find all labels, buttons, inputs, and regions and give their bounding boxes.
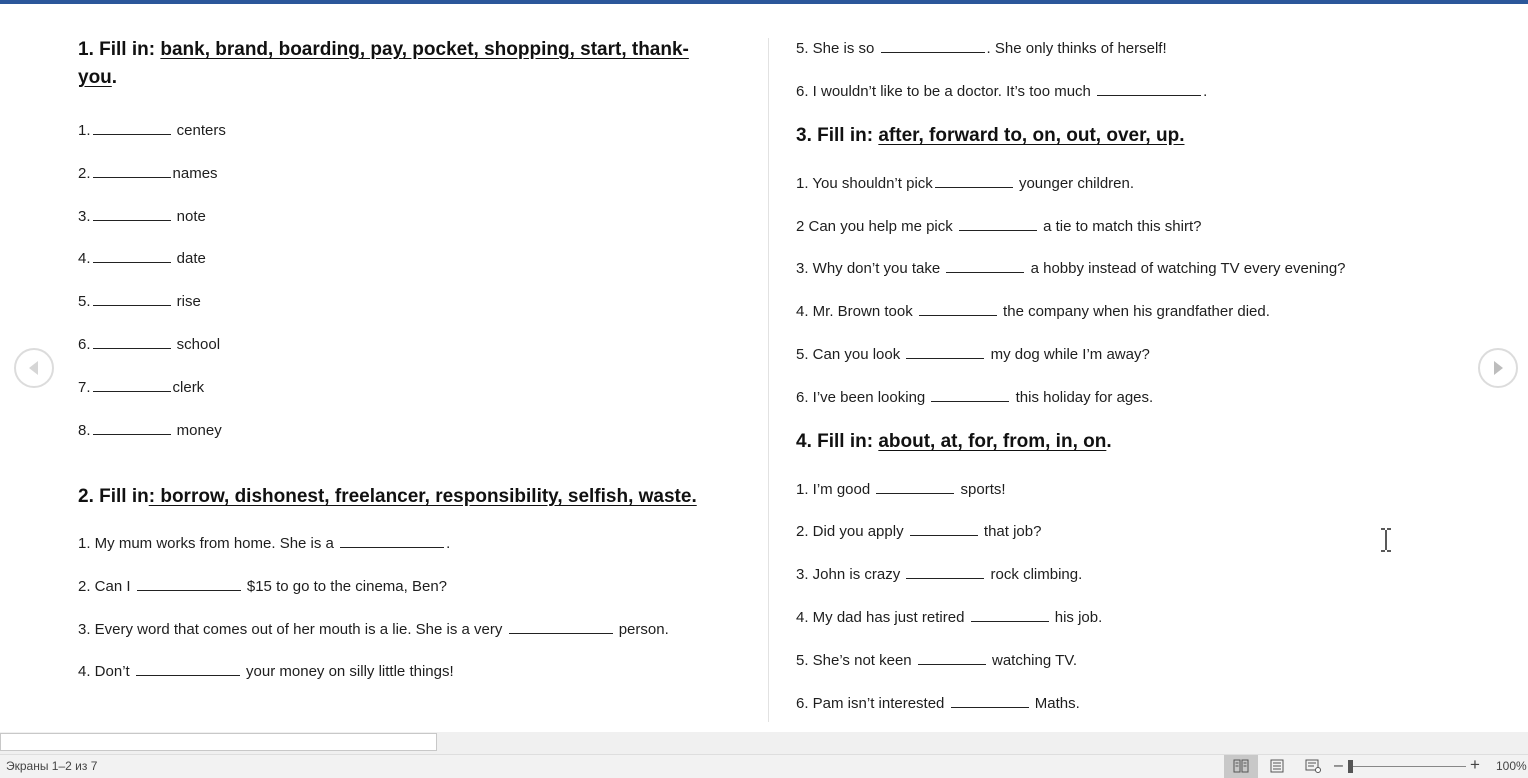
zoom-out-button[interactable]: –	[1334, 757, 1343, 774]
zoom-level[interactable]: 100%	[1496, 759, 1527, 773]
column-divider	[768, 38, 769, 722]
list-item: 6. I’ve been looking this holiday for ages.	[796, 389, 1154, 406]
answer-blank[interactable]	[971, 607, 1049, 622]
previous-screen-button[interactable]	[14, 348, 54, 388]
document-page	[0, 4, 1528, 732]
answer-blank[interactable]	[1097, 81, 1201, 96]
answer-blank[interactable]	[93, 291, 171, 306]
answer-blank[interactable]	[919, 301, 997, 316]
answer-blank[interactable]	[93, 206, 171, 221]
web-layout-button[interactable]	[1296, 755, 1330, 778]
list-item: 5. Can you look my dog while I’m away?	[796, 346, 1150, 363]
answer-blank[interactable]	[136, 661, 240, 676]
web-layout-icon	[1305, 759, 1321, 773]
list-item: 2. names	[78, 165, 218, 182]
section3-heading: 3. Fill in: after, forward to, on, out, over, up.	[796, 125, 1185, 146]
status-bar	[0, 732, 1528, 777]
page-count-indicator: Экраны 1–2 из 7	[6, 759, 98, 773]
status-line	[0, 754, 1528, 778]
list-item: 6. I wouldn’t like to be a doctor. It’s too much .	[796, 83, 1208, 100]
list-item: 4. Mr. Brown took the company when his grandfather died.	[796, 303, 1270, 320]
answer-blank[interactable]	[93, 248, 171, 263]
answer-blank[interactable]	[93, 377, 171, 392]
list-item: 4. Don’t your money on silly little things!	[78, 663, 454, 680]
list-item: 6. Pam isn’t interested Maths.	[796, 695, 1080, 712]
list-item: 3. Why don’t you take a hobby instead of watching TV every evening?	[796, 260, 1346, 277]
list-item: 1. My mum works from home. She is a .	[78, 535, 451, 552]
answer-blank[interactable]	[910, 521, 978, 536]
list-item: 5. She is so . She only thinks of herself!	[796, 40, 1167, 57]
text-cursor-icon	[1378, 528, 1394, 552]
section2-heading: 2. Fill in: borrow, dishonest, freelancer, responsibility, selfish, waste.	[78, 486, 697, 507]
answer-blank[interactable]	[876, 479, 954, 494]
list-item: 6. school	[78, 336, 221, 353]
answer-blank[interactable]	[137, 576, 241, 591]
section4-heading: 4. Fill in: about, at, for, from, in, on.	[796, 431, 1112, 452]
list-item: 1. centers	[78, 122, 226, 139]
list-item: 1. I’m good sports!	[796, 481, 1006, 498]
answer-blank[interactable]	[881, 38, 985, 53]
answer-blank[interactable]	[906, 344, 984, 359]
page-layout-icon	[1269, 759, 1285, 773]
zoom-slider[interactable]	[1348, 766, 1466, 767]
list-item: 5. rise	[78, 293, 201, 310]
list-item: 7. clerk	[78, 379, 205, 396]
list-item: 1. You shouldn’t pick younger children.	[796, 175, 1135, 192]
list-item: 4. date	[78, 250, 206, 267]
zoom-in-button[interactable]: +	[1470, 755, 1480, 774]
answer-blank[interactable]	[951, 693, 1029, 708]
section1-heading: 1. Fill in: bank, brand, boarding, pay, pocket, shopping, start, thank-	[78, 39, 689, 60]
answer-blank[interactable]	[946, 258, 1024, 273]
list-item: 3. John is crazy rock climbing.	[796, 566, 1083, 583]
chevron-left-icon	[25, 359, 43, 377]
answer-blank[interactable]	[93, 163, 171, 178]
zoom-slider-thumb[interactable]	[1348, 760, 1353, 773]
list-item: 2. Can I $15 to go to the cinema, Ben?	[78, 578, 448, 595]
next-screen-button[interactable]	[1478, 348, 1518, 388]
answer-blank[interactable]	[935, 173, 1013, 188]
answer-blank[interactable]	[93, 420, 171, 435]
book-icon	[1233, 759, 1249, 773]
list-item: 5. She’s not keen watching TV.	[796, 652, 1078, 669]
answer-blank[interactable]	[93, 120, 171, 135]
answer-blank[interactable]	[959, 216, 1037, 231]
answer-blank[interactable]	[509, 619, 613, 634]
list-item: 3. note	[78, 208, 206, 225]
print-layout-button[interactable]	[1260, 755, 1294, 778]
section1-heading-cont: you.	[78, 67, 118, 88]
answer-blank[interactable]	[918, 650, 986, 665]
answer-blank[interactable]	[340, 533, 444, 548]
list-item: 2. Did you apply that job?	[796, 523, 1042, 540]
list-item: 8. money	[78, 422, 222, 439]
answer-blank[interactable]	[93, 334, 171, 349]
chevron-right-icon	[1489, 359, 1507, 377]
list-item: 4. My dad has just retired his job.	[796, 609, 1103, 626]
list-item: 3. Every word that comes out of her mouth is a lie. She is a very person.	[78, 621, 669, 638]
horizontal-scrollbar[interactable]	[0, 733, 437, 751]
list-item: 2 Can you help me pick a tie to match this shirt?	[796, 218, 1202, 235]
answer-blank[interactable]	[906, 564, 984, 579]
answer-blank[interactable]	[931, 387, 1009, 402]
read-mode-button[interactable]	[1224, 755, 1258, 778]
